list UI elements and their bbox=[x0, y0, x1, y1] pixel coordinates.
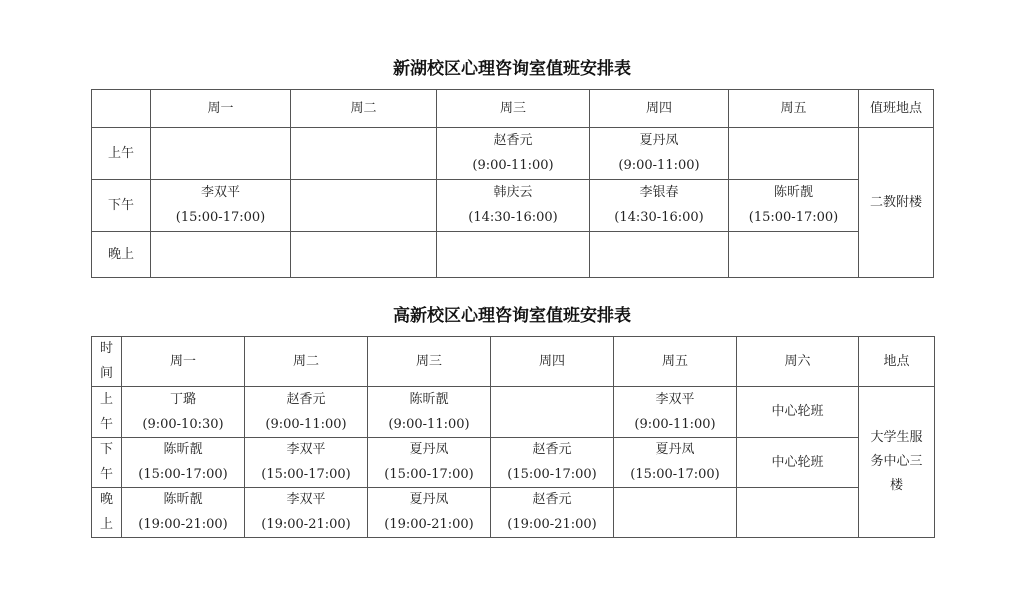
table2-row-label bbox=[92, 488, 122, 538]
cell-name: 陈昕靓 bbox=[163, 442, 203, 457]
table2-row-label bbox=[92, 438, 122, 488]
header-time-char: 间 bbox=[99, 366, 113, 381]
cell-name: 赵香元 bbox=[493, 133, 533, 148]
cell-name: 夏丹凤 bbox=[639, 133, 679, 148]
table2-title: 高新校区心理咨询室值班安排表 bbox=[393, 306, 631, 326]
cell-time: (19:00-21:00) bbox=[384, 517, 474, 532]
table2-row-label bbox=[92, 387, 122, 438]
table1-cell bbox=[291, 128, 437, 180]
cell-name: 赵香元 bbox=[532, 442, 572, 457]
location-line: 大学生服 bbox=[870, 430, 923, 445]
table2-cell bbox=[614, 438, 737, 488]
table1-cell bbox=[729, 180, 859, 232]
cell-time: (14:30-16:00) bbox=[468, 210, 558, 225]
cell-time: (15:00-17:00) bbox=[175, 210, 266, 225]
table1-cell bbox=[437, 232, 590, 278]
table1-cell bbox=[729, 232, 859, 278]
cell-name: 李双平 bbox=[200, 185, 240, 200]
table2-header-wed: 周三 bbox=[368, 337, 491, 387]
table1-row-evening bbox=[92, 232, 934, 278]
cell-name: 韩庆云 bbox=[493, 185, 533, 200]
table2-cell bbox=[245, 438, 368, 488]
cell-name: 陈昕靓 bbox=[409, 391, 449, 407]
table1-row-label: 上午 bbox=[92, 128, 151, 180]
table2-header-tue: 周二 bbox=[245, 337, 368, 387]
cell-time: (14:30-16:00) bbox=[614, 210, 704, 225]
table2-cell: 中心轮班 bbox=[737, 387, 859, 438]
cell-name: 夏丹凤 bbox=[409, 492, 449, 507]
table2-cell bbox=[122, 438, 245, 488]
table1-cell bbox=[590, 232, 729, 278]
table1-row-label: 晚上 bbox=[92, 232, 151, 278]
table2-row-morning bbox=[92, 387, 935, 438]
cell-time: (15:00-17:00) bbox=[630, 467, 720, 482]
cell-name: 李双平 bbox=[655, 391, 695, 407]
table1-cell bbox=[590, 180, 729, 232]
table2-cell bbox=[491, 438, 614, 488]
cell-time: (9:00-11:00) bbox=[618, 158, 700, 173]
table1-cell bbox=[437, 128, 590, 180]
cell-time: (19:00-21:00) bbox=[138, 517, 228, 532]
cell-name: 赵香元 bbox=[532, 492, 572, 507]
row-label-char: 午 bbox=[99, 416, 113, 432]
table1-cell bbox=[151, 180, 291, 232]
cell-name: 李双平 bbox=[286, 492, 326, 507]
cell-time: (9:00-11:00) bbox=[265, 416, 347, 432]
table2-location-cell bbox=[859, 387, 935, 538]
table2-cell bbox=[245, 387, 368, 438]
table2-header-time bbox=[92, 337, 122, 387]
table2-header-thu: 周四 bbox=[491, 337, 614, 387]
cell-time: (15:00-17:00) bbox=[138, 467, 228, 482]
cell-name: 李银春 bbox=[639, 185, 679, 200]
table1-row-morning bbox=[92, 128, 934, 180]
table2-header-row bbox=[92, 337, 935, 387]
row-label-char: 上 bbox=[99, 391, 113, 407]
table1-header-location: 值班地点 bbox=[859, 90, 934, 128]
cell-time: (15:00-17:00) bbox=[748, 210, 839, 225]
cell-time: (19:00-21:00) bbox=[261, 517, 351, 532]
row-label-char: 午 bbox=[99, 467, 113, 482]
row-label-char: 晚 bbox=[99, 492, 113, 507]
gaoxin-schedule-table bbox=[91, 336, 935, 538]
table1-cell bbox=[151, 128, 291, 180]
table1-cell bbox=[291, 232, 437, 278]
cell-name: 赵香元 bbox=[286, 391, 326, 407]
table2-header-location: 地点 bbox=[859, 337, 935, 387]
cell-name: 丁璐 bbox=[169, 391, 196, 407]
header-time-char: 时 bbox=[99, 341, 113, 356]
table2-cell bbox=[614, 387, 737, 438]
table2-cell bbox=[491, 387, 614, 438]
table2-cell bbox=[122, 387, 245, 438]
cell-time: (15:00-17:00) bbox=[384, 467, 474, 482]
table1-cell bbox=[729, 128, 859, 180]
cell-name: 陈昕靓 bbox=[163, 492, 203, 507]
table2-cell bbox=[122, 488, 245, 538]
cell-time: (19:00-21:00) bbox=[507, 517, 597, 532]
table2-cell bbox=[368, 438, 491, 488]
xinhu-schedule-table bbox=[91, 89, 934, 278]
table2-cell bbox=[491, 488, 614, 538]
cell-time: (9:00-11:00) bbox=[388, 416, 470, 432]
cell-time: (15:00-17:00) bbox=[507, 467, 597, 482]
table1-header-mon: 周一 bbox=[151, 90, 291, 128]
cell-time: (9:00-10:30) bbox=[142, 416, 224, 432]
table2-cell bbox=[245, 488, 368, 538]
table2-row-evening bbox=[92, 488, 935, 538]
table1-header-tue: 周二 bbox=[291, 90, 437, 128]
table1-cell bbox=[590, 128, 729, 180]
table1-title: 新湖校区心理咨询室值班安排表 bbox=[393, 59, 631, 79]
table2-header-sat: 周六 bbox=[737, 337, 859, 387]
table1-cell bbox=[151, 232, 291, 278]
location-line: 务中心三 bbox=[870, 454, 923, 469]
table1-row-afternoon bbox=[92, 180, 934, 232]
table1-cell bbox=[291, 180, 437, 232]
table2-row-afternoon bbox=[92, 438, 935, 488]
table1-location-cell: 二教附楼 bbox=[859, 128, 934, 278]
table1-header-fri: 周五 bbox=[729, 90, 859, 128]
table2-cell bbox=[737, 488, 859, 538]
row-label-char: 下 bbox=[99, 442, 113, 457]
cell-name: 陈昕靓 bbox=[773, 185, 813, 200]
table1-header-thu: 周四 bbox=[590, 90, 729, 128]
cell-time: (15:00-17:00) bbox=[261, 467, 351, 482]
cell-name: 李双平 bbox=[286, 442, 326, 457]
cell-name: 夏丹凤 bbox=[409, 442, 449, 457]
table2-header-mon: 周一 bbox=[122, 337, 245, 387]
cell-name: 夏丹凤 bbox=[655, 442, 695, 457]
table2-cell bbox=[368, 488, 491, 538]
table1-header-row bbox=[92, 90, 934, 128]
table2-cell bbox=[368, 387, 491, 438]
table2-cell: 中心轮班 bbox=[737, 438, 859, 488]
table1-corner-cell bbox=[92, 90, 151, 128]
row-label-char: 上 bbox=[99, 517, 113, 532]
cell-time: (9:00-11:00) bbox=[634, 416, 716, 432]
location-line: 楼 bbox=[889, 478, 903, 493]
table2-header-fri: 周五 bbox=[614, 337, 737, 387]
table2-cell bbox=[614, 488, 737, 538]
table1-row-label: 下午 bbox=[92, 180, 151, 232]
table1-cell bbox=[437, 180, 590, 232]
table1-header-wed: 周三 bbox=[437, 90, 590, 128]
cell-time: (9:00-11:00) bbox=[472, 158, 554, 173]
